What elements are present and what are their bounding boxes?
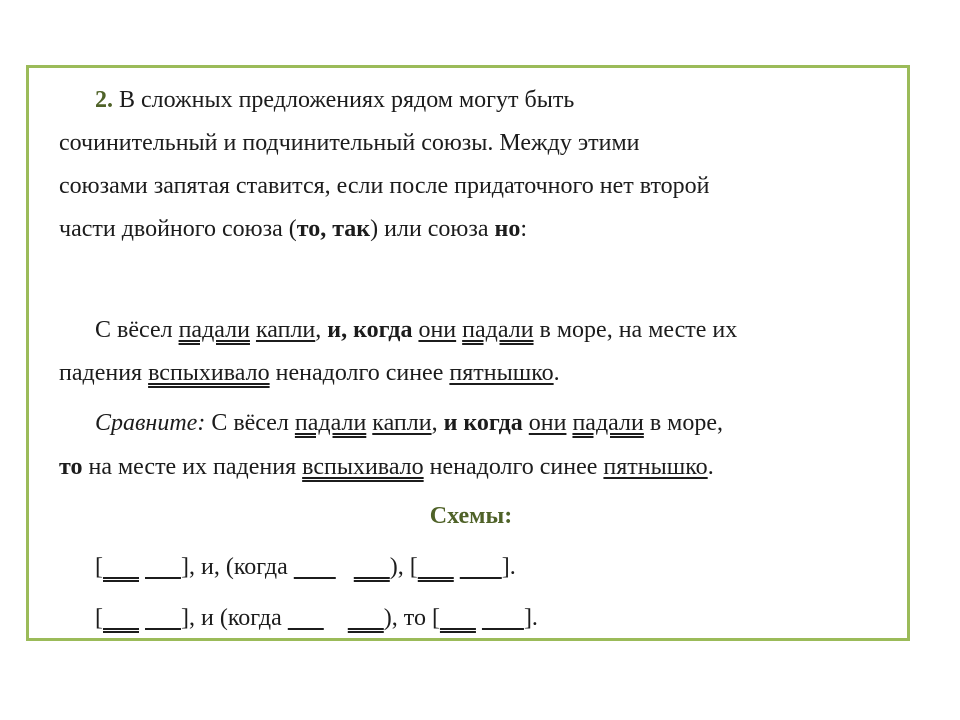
rule-line-1: 2. В сложных предложениях рядом могут быть <box>95 87 575 113</box>
predicate-blank <box>145 605 181 631</box>
subject-blank <box>418 554 454 580</box>
example1-line-1: С вёсел падали капли, и, когда они падали в море, на месте их <box>95 317 738 343</box>
schemes-title: Схемы: <box>429 503 513 529</box>
predicate-blank <box>482 605 524 631</box>
predicate-blank <box>145 554 181 580</box>
rule-number: 2. <box>95 87 113 113</box>
predicate-blank <box>354 554 390 580</box>
example2-line-2: то на месте их падения вспыхивало ненадолго синее пятнышко. <box>59 454 714 480</box>
subject-blank <box>440 605 476 631</box>
subject-blank <box>103 554 139 580</box>
subject-blank <box>288 605 324 631</box>
scheme-line-2: [ ], и (когда ), то [ ]. <box>95 605 538 631</box>
predicate-blank <box>460 554 502 580</box>
rule-line-2: сочинительный и подчинительный союзы. Между этими <box>59 130 640 156</box>
subject-blank <box>294 554 336 580</box>
example1-line-2: падения вспыхивало ненадолго синее пятнышко. <box>59 360 560 386</box>
example2-line-1: Сравните: С вёсел падали капли, и когда они падали в море, <box>95 410 724 436</box>
content-frame <box>26 65 910 641</box>
predicate-blank <box>348 605 384 631</box>
rule-line-3: союзами запятая ставится, если после придаточного нет второй <box>59 173 710 199</box>
subject-blank <box>103 605 139 631</box>
scheme-line-1: [ ], и, (когда ), [ ]. <box>95 554 516 580</box>
rule-line-4: части двойного союза (то, так) или союза но: <box>59 216 527 242</box>
